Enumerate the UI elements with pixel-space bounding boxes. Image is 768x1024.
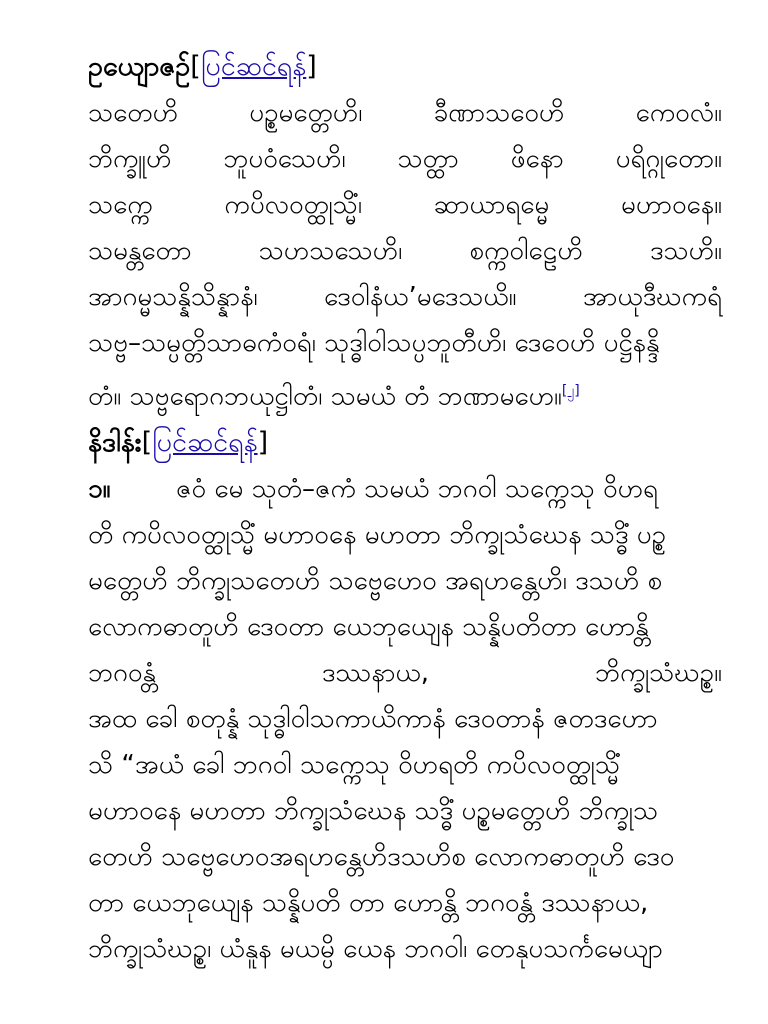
paragraph-line: ဘိက္ခုသံဃဥ္စ၊ ယံနူန မယမ္ပိ ယေန ဘဂဝါ၊ တေနုပသင်္ကမေယျာ [88, 933, 663, 964]
verse-line [88, 274, 722, 320]
paragraph-line: အထ ခေါ စတုန္နံ သုဒ္ဓါဝါသကာယိကာနံ ဒေဝတာနံ ဇတဒဟော [88, 703, 658, 734]
verse-word: အာယုဒီဃကရံ [582, 282, 722, 312]
verse-word: ပရိဂ္ဂုတော။ [615, 144, 722, 174]
verse-word: သတ္ထာ [397, 144, 459, 174]
verse-word: ဆာယာရမ္မေ [433, 190, 550, 220]
paragraph-line: သိ “အယံ ခေါ ဘဂဝါ သက္ကေသု ဝိဟရတိ ကပိလဝတ္ထုသ္မိံ [88, 749, 621, 780]
section-heading-nidana: နိဒါန်း[ပြင်ဆင်ရန်] [88, 426, 269, 458]
verse-word: သမန္တတော [88, 236, 192, 266]
paragraph-word: ဘဂဝန္တံ [88, 657, 156, 688]
verse-line [88, 136, 722, 182]
section-title: ဥယျောဇဉ် [88, 51, 191, 82]
verse-word: အာဂမ္မသန္နိသိန္နာနံ၊ [88, 282, 258, 312]
section-heading-verse: ဥယျောဇဉ်[ပြင်ဆင်ရန်] [88, 51, 317, 82]
paragraph-text: ဇဝံ မေ သုတံ–ဇကံ သမယံ ဘဂဝါ သက္ကေသု ဝိဟရ [176, 473, 658, 504]
paragraph-line: တိ ကပိလဝတ္ထုသ္မိံ မဟာဝနေ မဟတာ ဘိက္ခုသံဃေန သဒ္ဓိံ ပဥ္စ [88, 519, 667, 550]
verse-line [88, 366, 722, 420]
verse-line [88, 182, 722, 228]
verse-word: ပဥ္စမတ္တေဟိ၊ [249, 98, 363, 128]
verse-word: ဘူပဝံသေဟိ၊ [223, 144, 346, 174]
verse-word: သက္ကေ [88, 190, 153, 220]
verse-word: မဟာဝနေ။ [620, 190, 722, 220]
verse-word: သဟသသေဟိ၊ [258, 236, 403, 266]
verse-word: ဖိနော [510, 144, 564, 174]
section-title: နိဒါန်း [88, 426, 142, 458]
paragraph-line: မဟာဝနေ မဟတာ ဘိက္ခုသံဃေန သဒ္ဓိံ ပဥ္စမတ္တေဟိ ဘိက္ခုသ [88, 795, 659, 826]
edit-link[interactable]: ပြင်ဆင်ရန် [152, 426, 258, 458]
paragraph-line: လောကဓာတူဟိ ဒေဝတာ ယေဘုယျေန သန္နိပတိတာ ဟောန္တိ [88, 611, 649, 642]
verse-word: စက္ကဝါဠေဟိ [469, 236, 583, 266]
verse-line [88, 90, 722, 136]
verse-word: ဘိက္ခူဟိ [88, 144, 172, 174]
verse-word: ကပိလဝတ္ထုသ္မိံ၊ [224, 190, 362, 220]
verse-line: သဗ္ဗ–သမ္ပတ္တိသာဓကံဝရံ၊ သုဒ္ဓါဝါသပ္ပဘူတီဟိ၊ ဒေဝေဟိ ပဋ္ဌိနန္ဒိ [88, 328, 660, 358]
verse-word: သတေဟိ [88, 98, 179, 128]
paragraph-line: တေဟိ သဗ္ဗေဟေဝအရဟန္တေဟိဒသဟိစ လောကဓာတူဟိ ဒေဝ [88, 841, 675, 872]
verse-text: တံ။ သဗ္ဗရောဂဘယုဋ္ဌါတံ၊ သမယံ တံ ဘဏာမဟေ။ [88, 381, 562, 412]
paragraph-line: မတ္တေဟိ ဘိက္ခုသတေဟိ သဗ္ဗေဟေဝ အရဟန္တေဟိ၊ ဒသဟိ စ [88, 565, 663, 596]
paragraph-word: ဘိက္ခုသံဃဥ္စ။ [594, 657, 722, 688]
verse-line [88, 228, 722, 274]
verse-word: ဒသဟိ။ [649, 236, 722, 266]
edit-link[interactable]: ပြင်ဆင်ရန် [200, 51, 307, 82]
footnote-link[interactable]: [၂] [561, 383, 580, 399]
paragraph-line [88, 466, 722, 512]
verse-word: ကေဝလံ။ [635, 98, 722, 128]
paragraph-number: ၁။ [88, 473, 111, 504]
verse-word: ခီဏာသဝေဟိ [433, 98, 565, 128]
paragraph-word: ဒဿနာယ, [321, 657, 429, 688]
verse-word: ဒေဝါနံယ’မဒေသယိ။ [324, 282, 517, 312]
paragraph-line: တာ ယေဘုယျေန သန္နိပတိ တာ ဟောန္တိ ဘဂဝန္တံ ဒဿနာယ, [88, 887, 649, 918]
paragraph-line [88, 650, 722, 696]
